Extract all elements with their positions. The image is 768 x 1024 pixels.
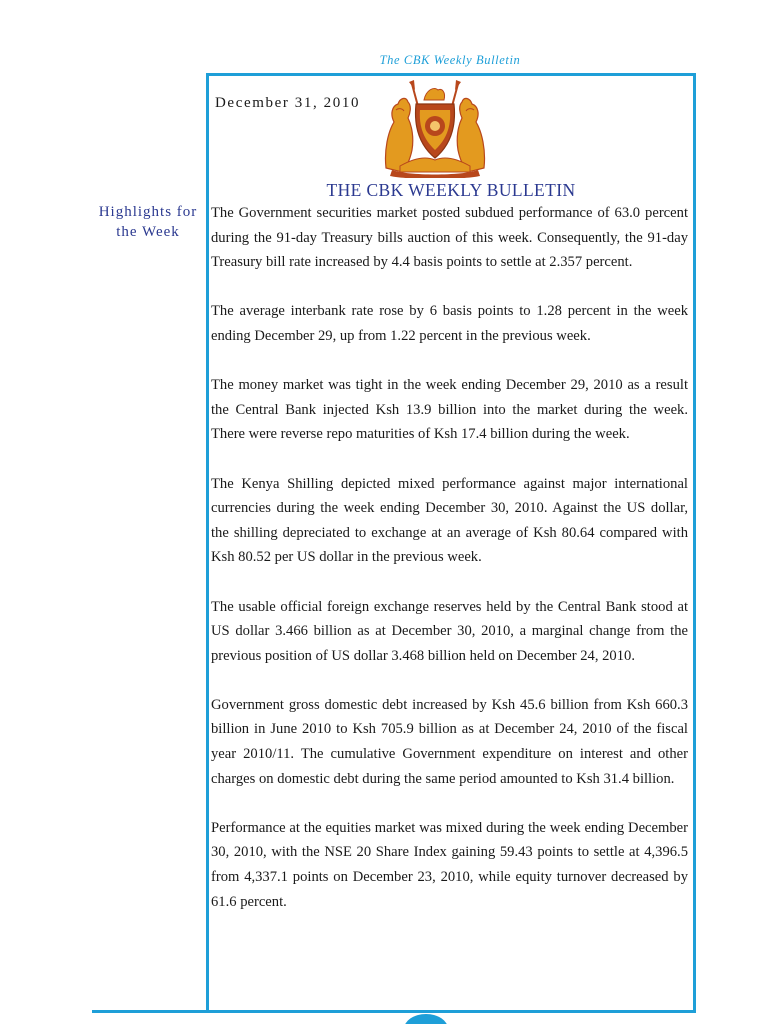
bulletin-title: THE CBK WEEKLY BULLETIN — [326, 180, 576, 200]
running-header: The CBK Weekly Bulletin — [379, 53, 521, 67]
highlight-paragraph-equities-market: Performance at the equities market was mixed during the week ending December 30, 2010, with the NSE 20 Share Index gaining 59.43 points to settle at 4,396.5 from 4,337.1 points on December 23, 2010, while equity turnover decreased by 61.6 percent. — [211, 819, 688, 910]
highlight-paragraph-forex-reserves: The usable official foreign exchange reserves held by the Central Bank stood at US dollar 3.466 billion as at December 30, 2010, a marginal change from the previous position of US dollar 3.468 billion held on December 24, 2010. — [211, 598, 688, 664]
highlights-body — [211, 201, 688, 914]
coat-of-arms-icon — [378, 80, 492, 178]
margin-rule — [92, 1010, 207, 1013]
page-number-tab — [404, 1014, 448, 1024]
bulletin-date: December 31, 2010 — [215, 95, 361, 111]
highlights-label-line2: the Week — [116, 223, 180, 240]
highlights-label — [92, 203, 204, 242]
highlights-label-line1: Highlights for — [98, 204, 198, 220]
highlight-paragraph-domestic-debt: Government gross domestic debt increased by Ksh 45.6 billion from Ksh 660.3 billion in June 2010 to Ksh 705.9 billion as at December 24, 2010 of the fiscal year 2010/11. The cumulative Government expenditure on interest and other charges on domestic debt during the same period amounted to Ksh 31.4 billion. — [211, 696, 688, 787]
highlight-paragraph-interbank-rate: The average interbank rate rose by 6 basis points to 1.28 percent in the week ending December 29, up from 1.22 percent in the previous week. — [211, 303, 688, 344]
highlight-paragraph-exchange-rate: The Kenya Shilling depicted mixed performance against major international currencies during the week ending December 30, 2010. Against the US dollar, the shilling depreciated to exchange at an average of Ksh 80.64 compared with Ksh 80.52 per US dollar in the previous week. — [211, 475, 688, 566]
highlight-paragraph-treasury-bills: The Government securities market posted subdued performance of 63.0 percent during the 91-day Treasury bills auction of this week. Consequently, the 91-day Treasury bill rate increased by 4.4 basis points to settle at 2.357 percent. — [211, 205, 688, 271]
highlight-paragraph-money-market: The money market was tight in the week ending December 29, 2010 as a result the Central Bank injected Ksh 13.9 billion into the market during the week. There were reverse repo maturities of Ksh 17.4 billion during the week. — [211, 377, 688, 443]
